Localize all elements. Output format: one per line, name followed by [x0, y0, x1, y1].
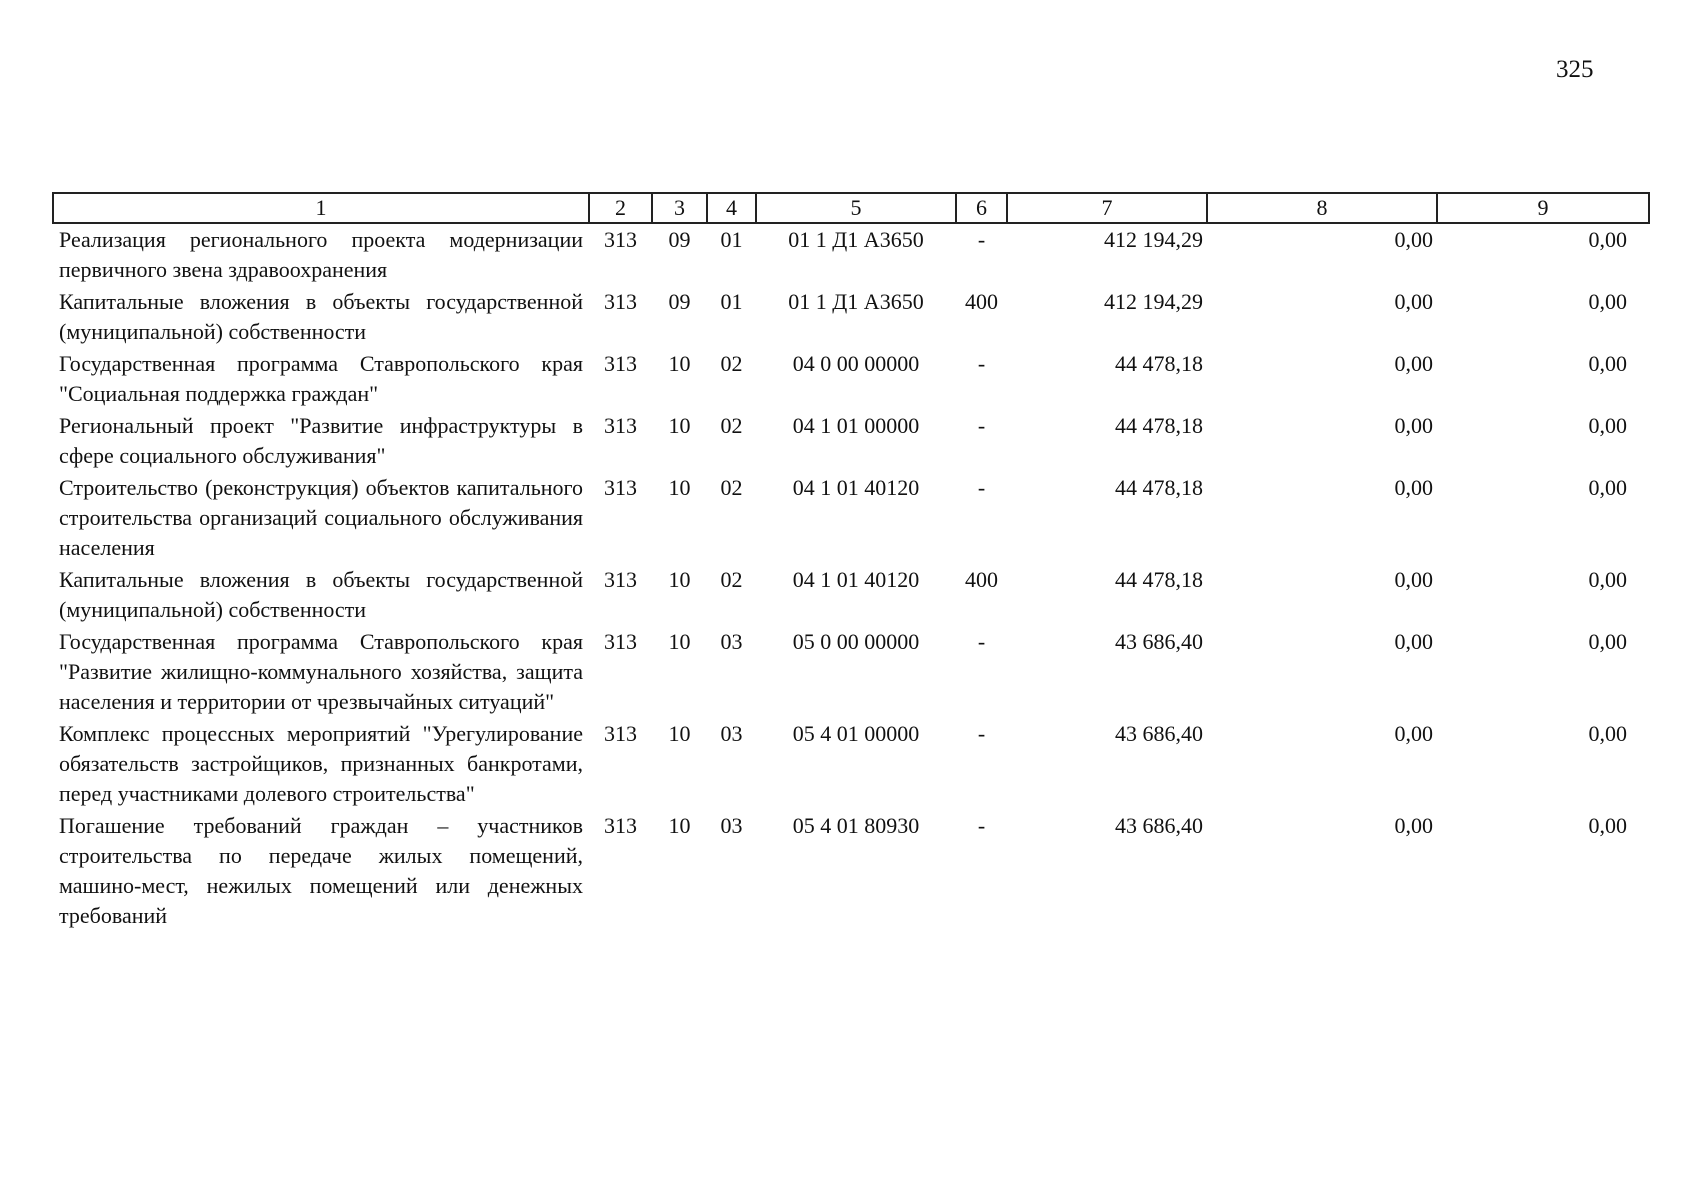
expense-type-code: -	[977, 227, 986, 252]
expense-type-code: -	[977, 721, 986, 746]
table-row	[53, 810, 1649, 932]
amount-col7: 412 194,29	[1104, 227, 1203, 252]
amount-col7: 44 478,18	[1115, 475, 1203, 500]
table-row	[53, 472, 1649, 564]
amount-col7: 44 478,18	[1115, 567, 1203, 592]
section-code: 10	[668, 413, 691, 438]
amount-col8: 0,00	[1394, 629, 1433, 654]
target-article-code: 01 1 Д1 А3650	[788, 227, 924, 252]
subsection-code: 01	[720, 227, 743, 252]
amount-col9: 0,00	[1588, 351, 1627, 376]
admin-code: 313	[604, 813, 637, 838]
admin-code: 313	[604, 289, 637, 314]
table-row	[53, 348, 1649, 410]
table-row	[53, 223, 1649, 286]
subsection-code: 02	[720, 413, 743, 438]
section-code: 10	[668, 813, 691, 838]
column-header-2: 2	[589, 193, 652, 223]
amount-col9: 0,00	[1588, 289, 1627, 314]
column-header-4: 4	[707, 193, 756, 223]
amount-col8: 0,00	[1394, 813, 1433, 838]
admin-code: 313	[604, 351, 637, 376]
expense-type-code: -	[977, 351, 986, 376]
amount-col7: 412 194,29	[1104, 289, 1203, 314]
target-article-code: 04 1 01 00000	[792, 413, 920, 438]
amount-col8: 0,00	[1394, 413, 1433, 438]
table-row	[53, 626, 1649, 718]
expense-type-code: -	[977, 475, 986, 500]
row-name: Погашение требований граждан – участников строительства по передаче жилых помещений, машино-мест, нежилых помещений или денежных требований	[59, 813, 583, 928]
amount-col9: 0,00	[1588, 721, 1627, 746]
column-header-8: 8	[1207, 193, 1437, 223]
target-article-code: 05 4 01 80930	[792, 813, 920, 838]
subsection-code: 03	[720, 629, 743, 654]
budget-table	[52, 192, 1650, 932]
row-name: Капитальные вложения в объекты государственной (муниципальной) собственности	[59, 567, 583, 622]
row-name: Капитальные вложения в объекты государственной (муниципальной) собственности	[59, 289, 583, 344]
section-code: 10	[668, 475, 691, 500]
section-code: 09	[668, 227, 691, 252]
admin-code: 313	[604, 413, 637, 438]
subsection-code: 01	[720, 289, 743, 314]
expense-type-code: -	[977, 413, 986, 438]
admin-code: 313	[604, 629, 637, 654]
column-header-5: 5	[756, 193, 956, 223]
table-row	[53, 410, 1649, 472]
row-name: Строительство (реконструкция) объектов капитального строительства организаций социального обслуживания населения	[59, 475, 583, 560]
row-name: Государственная программа Ставропольского края "Социальная поддержка граждан"	[59, 351, 583, 406]
amount-col9: 0,00	[1588, 227, 1627, 252]
column-header-7: 7	[1007, 193, 1207, 223]
amount-col8: 0,00	[1394, 227, 1433, 252]
amount-col7: 44 478,18	[1115, 413, 1203, 438]
table-row	[53, 286, 1649, 348]
target-article-code: 04 0 00 00000	[792, 351, 920, 376]
amount-col7: 43 686,40	[1115, 629, 1203, 654]
section-code: 10	[668, 721, 691, 746]
row-name: Реализация регионального проекта модернизации первичного звена здравоохранения	[59, 227, 583, 282]
column-header-9: 9	[1437, 193, 1649, 223]
row-name: Государственная программа Ставропольского края "Развитие жилищно-коммунального хозяйства, защита населения и территории от чрезвычайных ситуаций"	[59, 629, 583, 714]
amount-col9: 0,00	[1588, 567, 1627, 592]
subsection-code: 02	[720, 567, 743, 592]
amount-col8: 0,00	[1394, 475, 1433, 500]
amount-col7: 44 478,18	[1115, 351, 1203, 376]
amount-col9: 0,00	[1588, 475, 1627, 500]
amount-col8: 0,00	[1394, 351, 1433, 376]
section-code: 10	[668, 629, 691, 654]
admin-code: 313	[604, 227, 637, 252]
admin-code: 313	[604, 567, 637, 592]
admin-code: 313	[604, 475, 637, 500]
amount-col8: 0,00	[1394, 289, 1433, 314]
target-article-code: 05 0 00 00000	[792, 629, 920, 654]
amount-col9: 0,00	[1588, 413, 1627, 438]
column-header-6: 6	[956, 193, 1007, 223]
expense-type-code: -	[977, 813, 986, 838]
subsection-code: 02	[720, 475, 743, 500]
section-code: 10	[668, 567, 691, 592]
table-row	[53, 718, 1649, 810]
amount-col9: 0,00	[1588, 813, 1627, 838]
admin-code: 313	[604, 721, 637, 746]
row-name: Региональный проект "Развитие инфраструктуры в сфере социального обслуживания"	[59, 413, 583, 468]
page-number: 325	[1556, 56, 1594, 83]
expense-type-code: -	[977, 629, 986, 654]
section-code: 10	[668, 351, 691, 376]
target-article-code: 01 1 Д1 А3650	[788, 289, 924, 314]
amount-col7: 43 686,40	[1115, 721, 1203, 746]
section-code: 09	[668, 289, 691, 314]
amount-col8: 0,00	[1394, 721, 1433, 746]
amount-col8: 0,00	[1394, 567, 1433, 592]
row-name: Комплекс процессных мероприятий "Урегулирование обязательств застройщиков, признанных банкротами, перед участниками долевого строительства"	[59, 721, 583, 806]
amount-col9: 0,00	[1588, 629, 1627, 654]
target-article-code: 04 1 01 40120	[792, 475, 920, 500]
subsection-code: 03	[720, 721, 743, 746]
expense-type-code: 400	[965, 289, 998, 314]
table-row	[53, 564, 1649, 626]
amount-col7: 43 686,40	[1115, 813, 1203, 838]
column-header-1: 1	[53, 193, 589, 223]
column-header-3: 3	[652, 193, 707, 223]
target-article-code: 04 1 01 40120	[792, 567, 920, 592]
subsection-code: 02	[720, 351, 743, 376]
expense-type-code: 400	[965, 567, 998, 592]
subsection-code: 03	[720, 813, 743, 838]
table-header-row	[53, 193, 1649, 223]
target-article-code: 05 4 01 00000	[792, 721, 920, 746]
